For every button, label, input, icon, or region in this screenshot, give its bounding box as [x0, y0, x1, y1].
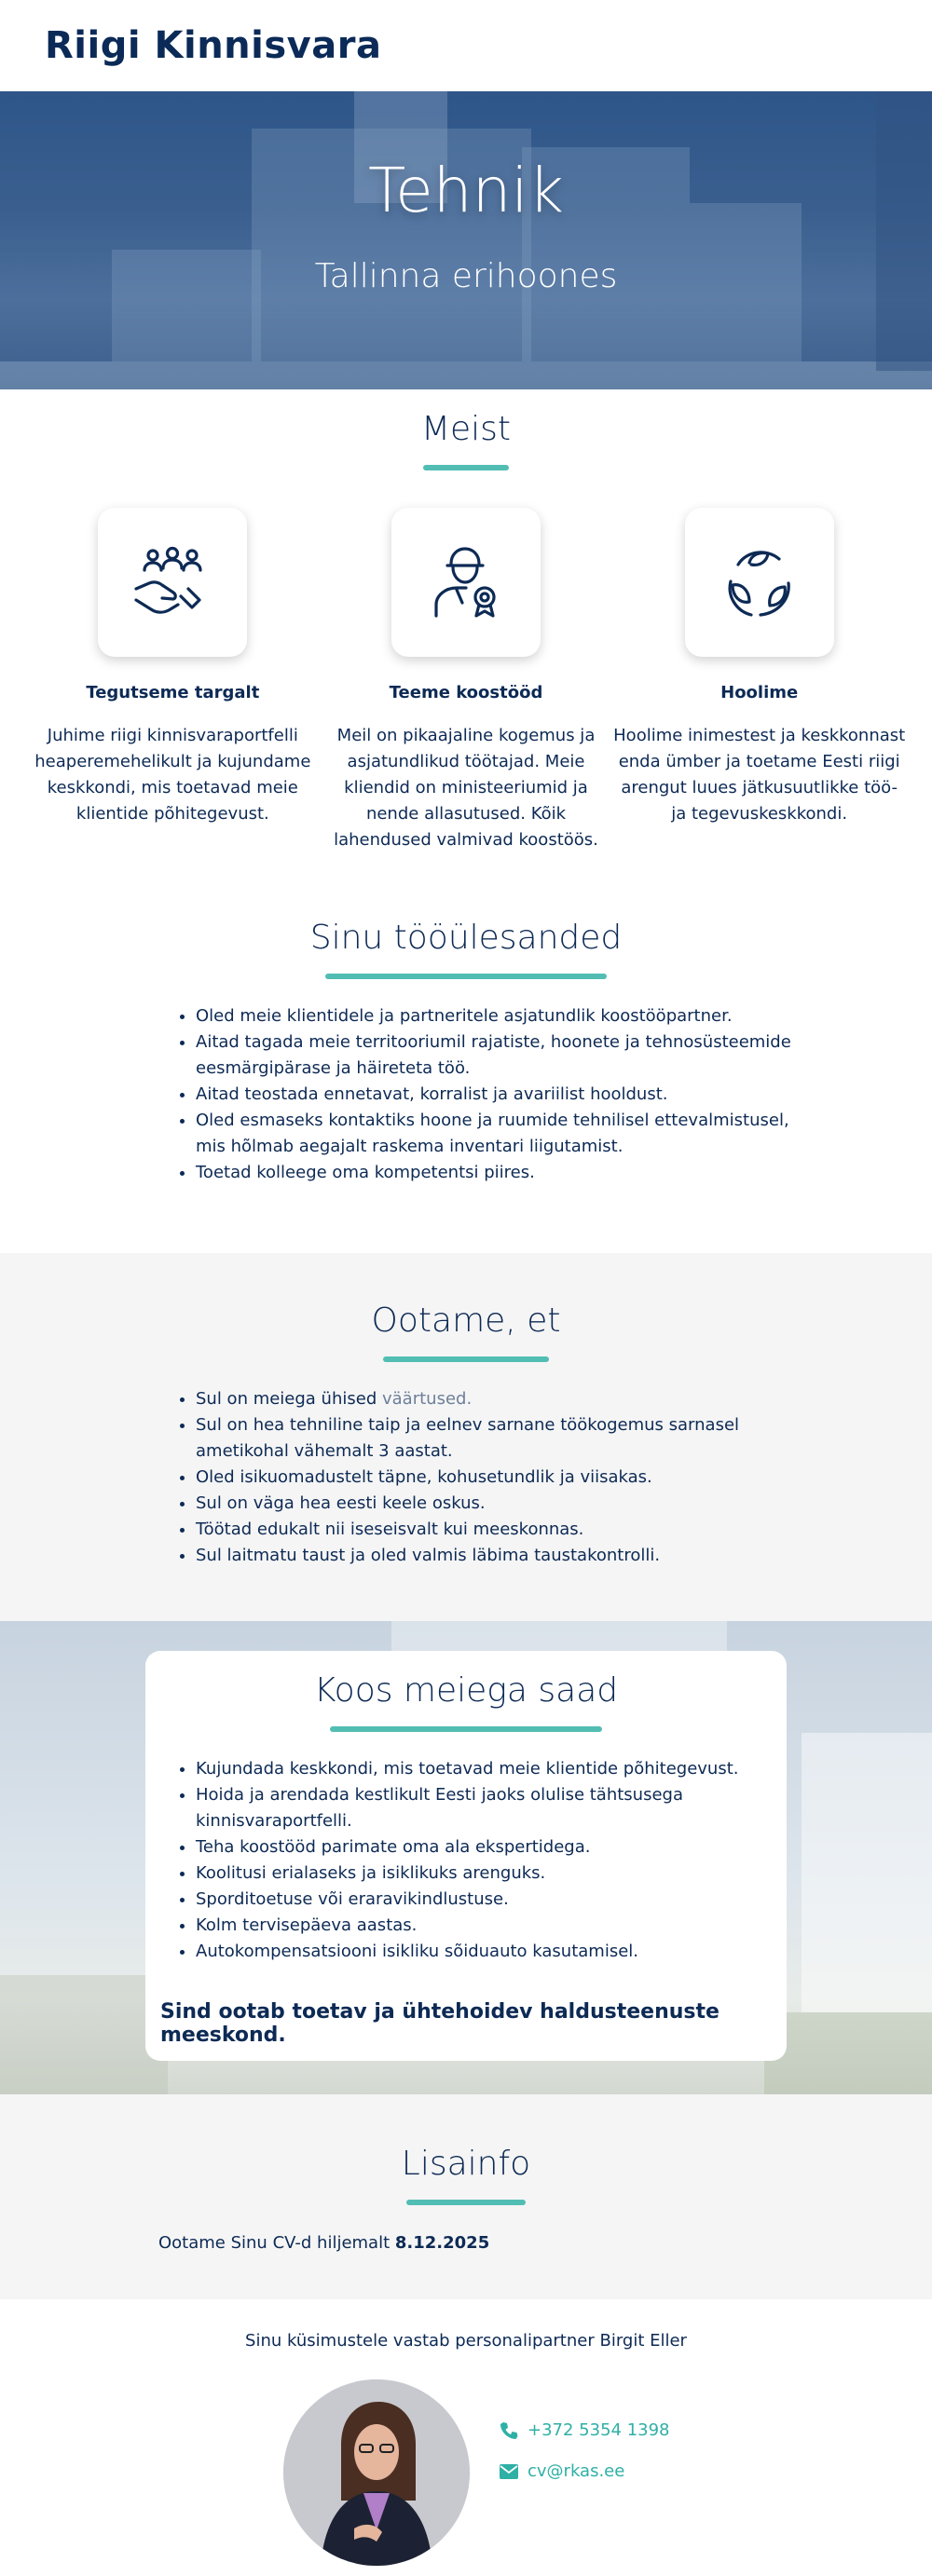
- list-item: • Oled isikuomadustelt täpne, kohusetundlik ja viisakas.: [196, 1465, 792, 1491]
- list-item: • Hoida ja arendada kestlikult Eesti jaoks olulise tähtsusega kinnisvaraportfelli.: [196, 1782, 755, 1834]
- list-item: • Kujundada keskkondi, mis toetavad meie klientide põhitegevust.: [196, 1756, 755, 1782]
- card-text: Meil on pikaajaline kogemus ja asjatundlikud töötajad. Meie kliendid on ministeeriumid ja nende allasutused. Kõik lahendused valmivad koostöös.: [334, 726, 598, 850]
- list-item: • Autokompensatsiooni isikliku sõiduauto kasutamisel.: [196, 1939, 755, 1965]
- contact-intro: Sinu küsimustele vastab personalipartner Birgit Eller: [245, 2331, 687, 2351]
- list-item: • Sul laitmatu taust ja oled valmis läbima taustakontrolli.: [196, 1543, 792, 1569]
- about-title: Meist: [420, 410, 512, 448]
- phone-icon: [500, 2421, 518, 2440]
- benefits-card: [145, 1651, 787, 2061]
- additional-info-title: Lisainfo: [401, 2145, 531, 2183]
- list-item: • Oled meie klientidele ja partneritele asjatundlik koostööpartner.: [196, 1003, 792, 1029]
- value-card: [320, 508, 613, 853]
- email-address[interactable]: cv@rkas.ee: [528, 2461, 625, 2481]
- team-statement: Sind ootab toetav ja ühtehoidev haldusteenuste meeskond.: [160, 2000, 720, 2047]
- hand-people-icon: [98, 508, 247, 657]
- contact-email[interactable]: [500, 2461, 624, 2481]
- about-section: [0, 389, 932, 853]
- list-item: • Töötad edukalt nii iseseisvalt kui meeskonnas.: [196, 1517, 792, 1543]
- application-deadline: [158, 2233, 932, 2253]
- tasks-list: [196, 1003, 792, 1186]
- card-title: Teeme koostööd: [389, 683, 543, 702]
- leaves-recycle-icon: [685, 508, 834, 657]
- list-item: • Aitad tagada meie territooriumil rajatiste, hoonete ja tehnosüsteemide eesmärgipärase ja häireteta töö.: [196, 1029, 792, 1082]
- values-link[interactable]: väärtused.: [381, 1389, 473, 1409]
- list-item: • Teha koostööd parimate oma ala ekspertidega.: [196, 1834, 755, 1860]
- card-title: Hoolime: [720, 683, 799, 702]
- contact-person-photo: [283, 2379, 470, 2566]
- requirements-title: Ootame, et: [371, 1302, 561, 1340]
- list-item: • Koolitusi erialaseks ja isiklikuks arenguks.: [196, 1860, 755, 1887]
- title-underline: [423, 465, 509, 470]
- title-underline: [330, 1726, 602, 1732]
- benefits-section: [0, 1621, 932, 2094]
- site-header: [0, 0, 932, 91]
- tasks-section: [0, 853, 932, 1186]
- envelope-icon: [500, 2464, 518, 2479]
- benefits-title: Koos meiega saad: [313, 1671, 619, 1710]
- title-underline: [406, 2200, 526, 2205]
- requirements-section: [0, 1253, 932, 1621]
- deadline-date: 8.12.2025: [394, 2233, 490, 2253]
- card-text: Juhime riigi kinnisvaraportfelli heaperemehelikult ja kujundame keskkondi, mis toetavad meie klientide põhitegevust.: [34, 726, 311, 824]
- list-item: • Toetad kolleege oma kompetentsi piires.: [196, 1160, 792, 1186]
- job-title: Tehnik: [368, 155, 564, 226]
- deadline-label: Ootame Sinu CV-d hiljemalt: [158, 2233, 395, 2253]
- list-item: [196, 1386, 792, 1412]
- additional-info-section: [0, 2094, 932, 2299]
- card-title: Tegutseme targalt: [86, 683, 260, 702]
- contact-section: [0, 2299, 932, 2566]
- benefits-list: [196, 1756, 755, 1965]
- hero-banner: [0, 91, 932, 389]
- list-item: • Aitad teostada ennetavat, korralist ja avariilist hooldust.: [196, 1082, 792, 1108]
- site-logo[interactable]: Riigi Kinnisvara: [45, 24, 382, 67]
- list-item: • Sul on hea tehniline taip ja eelnev sarnane töökogemus sarnasel ametikohal vähemalt 3 aastat.: [196, 1412, 792, 1465]
- value-card: [26, 508, 320, 853]
- tasks-title: Sinu tööülesanded: [309, 919, 623, 957]
- phone-number[interactable]: +372 5354 1398: [528, 2420, 670, 2440]
- list-item-text: Sul on meiega ühised: [196, 1389, 382, 1409]
- value-card: [612, 508, 906, 853]
- list-item: • Kolm tervisepäeva aastas.: [196, 1913, 755, 1939]
- title-underline: [383, 1356, 549, 1362]
- list-item: • Oled esmaseks kontaktiks hoone ja ruumide tehnilisel ettevalmistusel, mis hõlmab aegajalt raskema inventari liigutamist.: [196, 1108, 792, 1160]
- person-award-icon: [391, 508, 541, 657]
- contact-phone[interactable]: [500, 2420, 670, 2440]
- card-text: Hoolime inimestest ja keskkonnast enda ümber ja toetame Eesti riigi arengut luues jätkusuutlikke töö- ja tegevuskeskkondi.: [613, 726, 906, 824]
- list-item: • Sul on väga hea eesti keele oskus.: [196, 1491, 792, 1517]
- list-item: • Sporditoetuse või eraravikindlustuse.: [196, 1887, 755, 1913]
- title-underline: [325, 974, 607, 979]
- requirements-list: [196, 1386, 792, 1569]
- job-location: Tallinna erihoones: [314, 257, 618, 295]
